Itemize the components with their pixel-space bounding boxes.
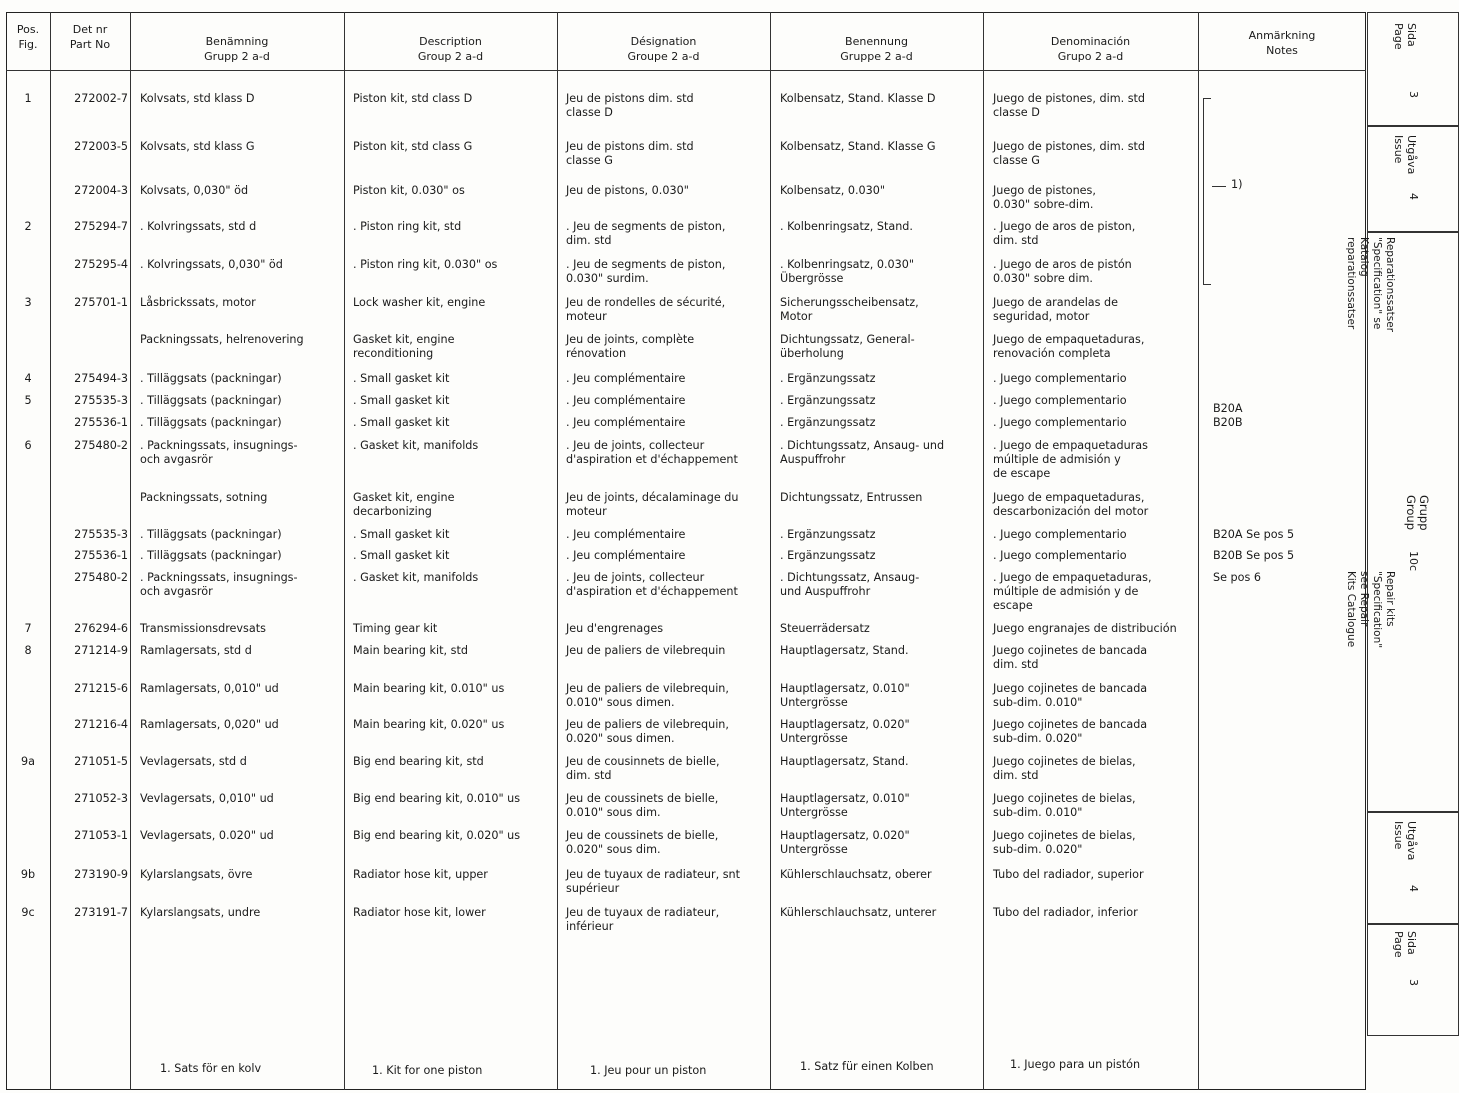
cell-en: Gasket kit, engine decarbonizing [353, 491, 455, 518]
cell-de: Hauptlagersatz, Stand. [780, 755, 909, 768]
cell-es: Juego cojinetes de bancada sub-dim. 0.020" [993, 718, 1148, 745]
cell-sv: Transmissionsdrevsats [140, 622, 266, 635]
cell-pos: 3 [24, 296, 32, 309]
cell-es: Tubo del radiador, superior [993, 868, 1144, 881]
cell-part: 275494-3 [74, 372, 128, 385]
cell-sv: . Tilläggsats (packningar) [140, 372, 282, 385]
cell-es: . Juego complementario [993, 394, 1127, 407]
cell-fr: Jeu de paliers de vilebrequin, 0.010" sous dimen. [566, 682, 729, 709]
column-divider [344, 12, 345, 1090]
cell-en: Piston kit, 0.030" os [353, 184, 465, 197]
cell-es: . Juego de aros de piston, dim. std [993, 220, 1136, 247]
cell-fr: . Jeu de joints, collecteur d'aspiration et d'échappement [566, 571, 738, 598]
bracket-line [1203, 98, 1204, 284]
cell-part: 272002-7 [74, 92, 128, 105]
cell-de: . Ergänzungssatz [780, 528, 876, 541]
cell-sv: Kylarslangsats, övre [140, 868, 253, 881]
cell-es: Juego de arandelas de seguridad, motor [993, 296, 1119, 323]
cell-en: . Piston ring kit, std [353, 220, 462, 233]
footnote-spanish: 1. Juego para un pistón [1010, 1058, 1141, 1071]
cell-es: Juego de pistones, 0.030" sobre-dim. [993, 184, 1096, 211]
cell-de: . Ergänzungssatz [780, 372, 876, 385]
column-divider [557, 12, 558, 1090]
cell-part: 271215-6 [74, 682, 128, 695]
cell-pos: 9c [21, 906, 35, 919]
cell-part: 275535-3 [74, 528, 128, 541]
column-divider [770, 12, 771, 1090]
page-label: Sida Page [1392, 931, 1418, 958]
cell-es: Juego de empaquetaduras, renovación completa [993, 333, 1145, 360]
cell-fr: . Jeu de segments de piston, 0.030" surdim. [566, 258, 726, 285]
cell-de: Dichtungssatz, Entrussen [780, 491, 923, 504]
column-divider [1198, 12, 1199, 1090]
cell-part: 275701-1 [74, 296, 128, 309]
cell-de: Hauptlagersatz, 0.010" Untergrösse [780, 682, 910, 709]
cell-pos: 9a [21, 755, 35, 768]
cell-pos: 5 [24, 394, 32, 407]
cell-en: Main bearing kit, 0.010" us [353, 682, 505, 695]
issue-value: 4 [1407, 193, 1420, 200]
cell-es: Juego de empaquetaduras, descarbonización del motor [993, 491, 1149, 518]
cell-sv: . Tilläggsats (packningar) [140, 528, 282, 541]
page-value: 3 [1407, 91, 1420, 98]
cell-de: Dichtungssatz, General- überholung [780, 333, 915, 360]
issue-label: Utgåva Issue [1392, 135, 1418, 175]
cell-en: . Gasket kit, manifolds [353, 571, 479, 584]
page-label: Sida Page [1392, 23, 1418, 50]
cell-part: 276294-6 [74, 622, 128, 635]
cell-es: . Juego complementario [993, 528, 1127, 541]
footnote-english: 1. Kit for one piston [372, 1064, 483, 1077]
cell-sv: Ramlagersats, std d [140, 644, 252, 657]
cell-part: 271051-5 [74, 755, 128, 768]
note-b20a: B20A [1213, 402, 1243, 415]
header-part: Det nr Part No [69, 23, 111, 51]
cell-en: . Piston ring kit, 0.030" os [353, 258, 498, 271]
header-swedish: Benämning Grupp 2 a-d [204, 35, 270, 63]
cell-en: . Small gasket kit [353, 416, 450, 429]
cell-sv: Ramlagersats, 0,020" ud [140, 718, 279, 731]
cell-notes: B20B Se pos 5 [1213, 549, 1295, 562]
cell-en: Big end bearing kit, 0.020" us [353, 829, 521, 842]
header-french: Désignation Groupe 2 a-d [627, 35, 700, 63]
cell-sv: Packningssats, sotning [140, 491, 268, 504]
cell-es: Juego cojinetes de bielas, dim. std [993, 755, 1136, 782]
cell-part: 271216-4 [74, 718, 128, 731]
cell-sv: . Kolvringssats, 0,030" öd [140, 258, 283, 271]
cell-de: Sicherungsscheibensatz, Motor [780, 296, 919, 323]
header-notes: Anmärkning Notes [1248, 29, 1316, 57]
column-divider [130, 12, 131, 1090]
bracket-tick [1212, 186, 1226, 187]
cell-fr: . Jeu complémentaire [566, 394, 686, 407]
cell-part: 275535-3 [74, 394, 128, 407]
cell-pos: 4 [24, 372, 32, 385]
cell-es: Juego cojinetes de bancada sub-dim. 0.010" [993, 682, 1148, 709]
cell-sv: Ramlagersats, 0,010" ud [140, 682, 279, 695]
sidebar-group [1345, 232, 1459, 812]
cell-es: Juego de pistones, dim. std classe D [993, 92, 1146, 119]
cell-sv: . Tilläggsats (packningar) [140, 416, 282, 429]
cell-fr: Jeu de cousinnets de bielle, dim. std [566, 755, 720, 782]
cell-en: Piston kit, std class D [353, 92, 473, 105]
cell-es: . Juego de aros de pistón 0.030" sobre dim. [993, 258, 1132, 285]
cell-sv: Packningssats, helrenovering [140, 333, 304, 346]
header-pos: Pos. Fig. [16, 23, 40, 51]
cell-sv: Vevlagersats, 0,010" ud [140, 792, 274, 805]
cell-sv: . Tilläggsats (packningar) [140, 394, 282, 407]
cell-es: Tubo del radiador, inferior [993, 906, 1138, 919]
footnote-german: 1. Satz für einen Kolben [800, 1060, 934, 1073]
bracket-tick [1203, 98, 1211, 99]
cell-es: . Juego complementario [993, 416, 1127, 429]
cell-es: Juego cojinetes de bielas, sub-dim. 0.010" [993, 792, 1136, 819]
cell-pos: 2 [24, 220, 32, 233]
cell-pos: 9b [20, 868, 36, 881]
cell-fr: . Jeu complémentaire [566, 528, 686, 541]
cell-es: Juego cojinetes de bielas, sub-dim. 0.020" [993, 829, 1136, 856]
cell-es: Juego de pistones, dim. std classe G [993, 140, 1146, 167]
cell-sv: . Tilläggsats (packningar) [140, 549, 282, 562]
cell-en: . Small gasket kit [353, 549, 450, 562]
cell-en: . Small gasket kit [353, 372, 450, 385]
cell-fr: Jeu de joints, décalaminage du moteur [566, 491, 739, 518]
cell-part: 275480-2 [74, 571, 128, 584]
header-spanish: Denominación Grupo 2 a-d [1050, 35, 1131, 63]
cell-en: Timing gear kit [353, 622, 438, 635]
cell-de: Steuerrädersatz [780, 622, 870, 635]
sidebar-page-bottom [1367, 924, 1459, 1036]
cell-pos: 6 [24, 439, 32, 452]
cell-de: Hauptlagersatz, Stand. [780, 644, 909, 657]
cell-de: Hauptlagersatz, 0.020" Untergrösse [780, 718, 910, 745]
cell-sv: Låsbrickssats, motor [140, 296, 256, 309]
cell-part: 275295-4 [74, 258, 128, 271]
cell-sv: Vevlagersats, 0.020" ud [140, 829, 274, 842]
cell-fr: . Jeu complémentaire [566, 416, 686, 429]
cell-de: . Kolbenringsatz, Stand. [780, 220, 913, 233]
cell-en: Piston kit, std class G [353, 140, 473, 153]
column-divider [983, 12, 984, 1090]
cell-notes: B20A Se pos 5 [1213, 528, 1295, 541]
cell-pos: 7 [24, 622, 32, 635]
cell-pos: 8 [24, 644, 32, 657]
repair-kits-english: Repair kits "Specification" see Repair Kits Catalogue [1345, 571, 1396, 649]
cell-fr: . Jeu de segments de piston, dim. std [566, 220, 726, 247]
cell-part: 273190-9 [74, 868, 128, 881]
cell-fr: Jeu de paliers de vilebrequin [566, 644, 726, 657]
cell-en: Main bearing kit, std [353, 644, 468, 657]
cell-en: Gasket kit, engine reconditioning [353, 333, 455, 360]
cell-en: . Small gasket kit [353, 528, 450, 541]
cell-es: Juego cojinetes de bancada dim. std [993, 644, 1148, 671]
cell-es: . Juego de empaquetaduras, múltiple de admisión y de escape [993, 571, 1152, 612]
bracket-tick [1203, 284, 1211, 285]
cell-de: Kühlerschlauchsatz, unterer [780, 906, 937, 919]
cell-sv: Kolvsats, std klass G [140, 140, 255, 153]
cell-fr: Jeu de coussinets de bielle, 0.010" sous dim. [566, 792, 719, 819]
page-value: 3 [1407, 979, 1420, 986]
cell-en: Radiator hose kit, upper [353, 868, 488, 881]
header-english: Description Group 2 a-d [417, 35, 484, 63]
cell-part: 275536-1 [74, 416, 128, 429]
cell-fr: . Jeu de joints, collecteur d'aspiration et d'échappement [566, 439, 738, 466]
cell-fr: Jeu de pistons dim. std classe D [566, 92, 694, 119]
column-divider [50, 12, 51, 1090]
cell-de: Hauptlagersatz, 0.010" Untergrösse [780, 792, 910, 819]
footnote-swedish: 1. Sats för en kolv [160, 1062, 262, 1075]
cell-part: 271052-3 [74, 792, 128, 805]
cell-de: Kolbensatz, 0.030" [780, 184, 886, 197]
cell-notes: Se pos 6 [1213, 571, 1261, 584]
cell-part: 275536-1 [74, 549, 128, 562]
issue-value: 4 [1407, 885, 1420, 892]
cell-fr: . Jeu complémentaire [566, 372, 686, 385]
footnote-french: 1. Jeu pour un piston [590, 1064, 707, 1077]
cell-en: Big end bearing kit, 0.010" us [353, 792, 521, 805]
cell-de: Kolbensatz, Stand. Klasse G [780, 140, 936, 153]
cell-es: Juego engranajes de distribución [993, 622, 1177, 635]
cell-fr: Jeu de paliers de vilebrequin, 0.020" sous dimen. [566, 718, 729, 745]
group-label: Grupp Group [1404, 495, 1431, 531]
bracket-note: 1) [1231, 178, 1243, 191]
sidebar-issue-top [1367, 126, 1459, 232]
cell-part: 272003-5 [74, 140, 128, 153]
cell-sv: Vevlagersats, std d [140, 755, 247, 768]
cell-sv: Kolvsats, 0,030" öd [140, 184, 249, 197]
cell-de: Hauptlagersatz, 0.020" Untergrösse [780, 829, 910, 856]
cell-en: . Small gasket kit [353, 394, 450, 407]
issue-label: Utgåva Issue [1392, 821, 1418, 861]
cell-en: . Gasket kit, manifolds [353, 439, 479, 452]
cell-fr: Jeu de pistons, 0.030" [566, 184, 689, 197]
cell-fr: Jeu de tuyaux de radiateur, snt supérieur [566, 868, 741, 895]
cell-de: Kolbensatz, Stand. Klasse D [780, 92, 936, 105]
cell-fr: Jeu de pistons dim. std classe G [566, 140, 694, 167]
cell-part: 275294-7 [74, 220, 128, 233]
cell-fr: Jeu de rondelles de sécurité, moteur [566, 296, 726, 323]
cell-sv: . Packningssats, insugnings- och avgasrör [140, 439, 298, 466]
cell-part: 272004-3 [74, 184, 128, 197]
cell-en: Radiator hose kit, lower [353, 906, 486, 919]
cell-es: . Juego complementario [993, 549, 1127, 562]
cell-en: Big end bearing kit, std [353, 755, 484, 768]
cell-fr: Jeu de coussinets de bielle, 0.020" sous dim. [566, 829, 719, 856]
sidebar-page-top [1367, 12, 1459, 126]
cell-fr: Jeu d'engrenages [566, 622, 664, 635]
cell-en: Main bearing kit, 0.020" us [353, 718, 505, 731]
cell-es: . Juego de empaquetaduras múltiple de admisión y de escape [993, 439, 1148, 480]
cell-fr: Jeu de joints, complète rénovation [566, 333, 695, 360]
sidebar-issue-bottom [1367, 812, 1459, 924]
repair-kits-swedish: Reparationssatser "Specification" se Katalog reparationssatser [1345, 237, 1396, 332]
cell-notes: B20B [1213, 416, 1243, 429]
group-value: 10c [1407, 551, 1420, 572]
cell-fr: Jeu de tuyaux de radiateur, inférieur [566, 906, 720, 933]
cell-en: Lock washer kit, engine [353, 296, 486, 309]
cell-sv: . Packningssats, insugnings- och avgasrör [140, 571, 298, 598]
cell-fr: . Jeu complémentaire [566, 549, 686, 562]
cell-part: 273191-7 [74, 906, 128, 919]
header-divider [6, 70, 1366, 71]
cell-sv: Kolvsats, std klass D [140, 92, 255, 105]
cell-de: . Ergänzungssatz [780, 394, 876, 407]
cell-sv: . Kolvringssats, std d [140, 220, 257, 233]
cell-part: 275480-2 [74, 439, 128, 452]
header-german: Benennung Gruppe 2 a-d [840, 35, 913, 63]
cell-de: . Ergänzungssatz [780, 549, 876, 562]
cell-de: . Dichtungssatz, Ansaug- und Auspuffrohr [780, 439, 945, 466]
cell-part: 271053-1 [74, 829, 128, 842]
cell-de: . Ergänzungssatz [780, 416, 876, 429]
cell-de: . Dichtungssatz, Ansaug- und Auspuffrohr [780, 571, 920, 598]
cell-pos: 1 [24, 92, 32, 105]
cell-de: . Kolbenringsatz, 0.030" Übergrösse [780, 258, 915, 285]
cell-sv: Kylarslangsats, undre [140, 906, 261, 919]
cell-es: . Juego complementario [993, 372, 1127, 385]
cell-de: Kühlerschlauchsatz, oberer [780, 868, 932, 881]
cell-part: 271214-9 [74, 644, 128, 657]
